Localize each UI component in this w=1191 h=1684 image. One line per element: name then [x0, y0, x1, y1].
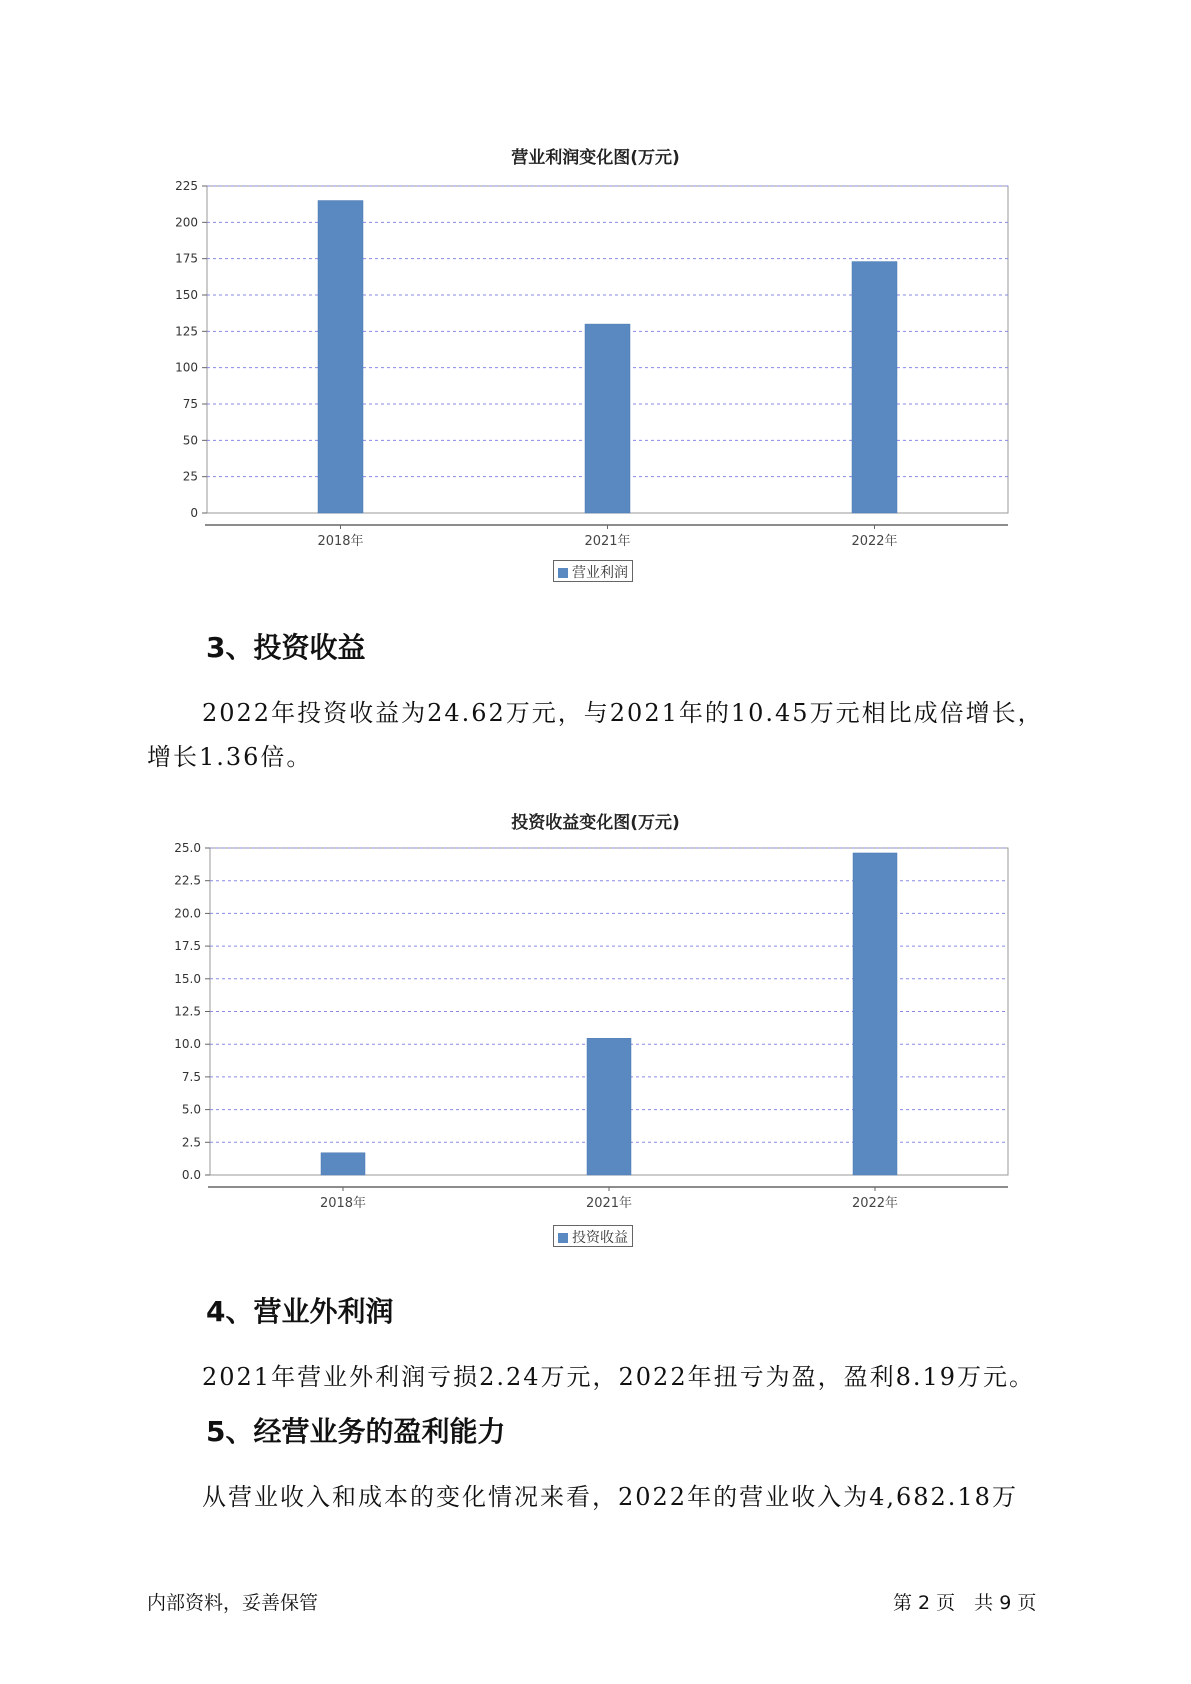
- y-tick-label: 150: [175, 288, 198, 302]
- y-tick-label: 175: [175, 251, 198, 266]
- section-4-paragraph: 2021年营业外利润亏损2.24万元，2022年扭亏为盈，盈利8.19万元。: [202, 1363, 1036, 1391]
- y-tick-label: 125: [175, 324, 198, 339]
- bar: [587, 1038, 631, 1175]
- section-4-heading: 4、营业外利润: [206, 1295, 394, 1328]
- section-5-paragraph: 从营业收入和成本的变化情况来看，2022年的营业收入为4,682.18万: [202, 1483, 1018, 1511]
- y-tick-label: 200: [175, 215, 198, 230]
- bar: [853, 853, 897, 1175]
- chart2-legend-label: 投资收益: [572, 1230, 628, 1246]
- x-tick-label: 2018年: [317, 534, 364, 549]
- footer-page-number: 第 2 页 共 9 页: [893, 1592, 1037, 1614]
- x-tick-label: 2018年: [319, 1196, 367, 1211]
- section-5-heading: 5、经营业务的盈利能力: [206, 1415, 506, 1448]
- y-tick-label: 75: [182, 397, 198, 411]
- y-tick-label: 20.0: [174, 906, 201, 921]
- y-tick-label: 50: [182, 433, 198, 448]
- y-tick-label: 17.5: [174, 939, 201, 954]
- y-tick-label: 12.5: [174, 1004, 201, 1019]
- section-3-heading: 3、投资收益: [206, 631, 366, 664]
- y-tick-label: 7.5: [181, 1069, 201, 1084]
- y-tick-label: 2.5: [181, 1135, 201, 1150]
- y-tick-label: 25.0: [174, 841, 201, 855]
- chart2-title: 投资收益变化图(万元): [511, 813, 680, 833]
- y-tick-label: 22.5: [174, 873, 201, 888]
- section-3-paragraph-line2: 增长1.36倍。: [147, 743, 313, 771]
- chart2-legend: [553, 1225, 633, 1247]
- footer-confidential-note: 内部资料，妥善保管: [147, 1592, 319, 1614]
- x-tick-label: 2022年: [851, 534, 898, 549]
- y-tick-label: 15.0: [174, 971, 201, 986]
- y-tick-label: 25: [182, 469, 198, 484]
- y-tick-label: 10.0: [174, 1037, 201, 1052]
- chart1-title: 营业利润变化图(万元): [511, 148, 680, 168]
- x-tick-label: 2022年: [851, 1196, 899, 1211]
- x-tick-label: 2021年: [584, 534, 631, 549]
- y-tick-label: 0.0: [181, 1168, 201, 1182]
- y-tick-label: 225: [175, 179, 198, 193]
- y-tick-label: 5.0: [181, 1102, 201, 1117]
- chart1-legend-label: 营业利润: [572, 565, 628, 581]
- bar: [321, 1153, 365, 1175]
- y-tick-label: 100: [175, 360, 198, 375]
- section-3-paragraph-line1: 2022年投资收益为24.62万元，与2021年的10.45万元相比成倍增长，: [202, 699, 1044, 727]
- legend-swatch: [558, 1233, 568, 1243]
- y-tick-label: 0: [190, 506, 198, 520]
- x-tick-label: 2021年: [585, 1196, 633, 1211]
